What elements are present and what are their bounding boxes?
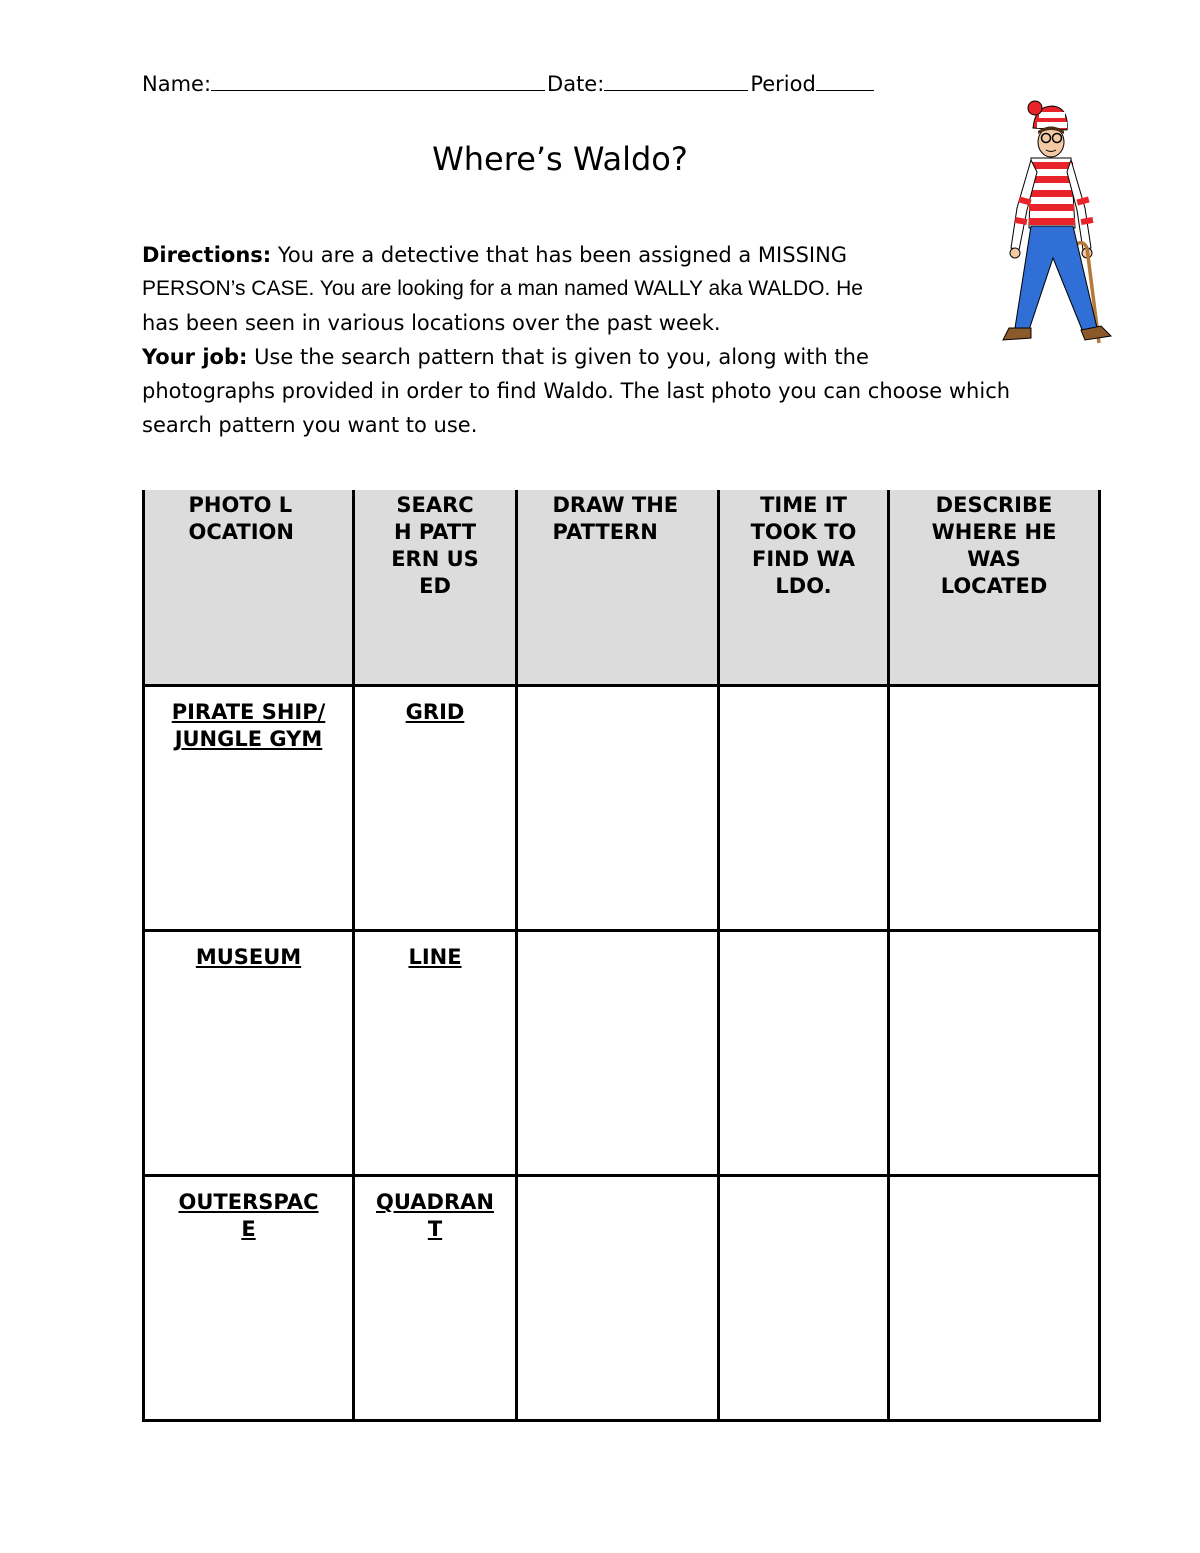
- date-blank[interactable]: [604, 89, 748, 91]
- table-header-row: [144, 490, 1100, 686]
- header-photo-location: PHOTO LOCATION: [144, 490, 354, 686]
- name-label: Name:: [142, 72, 212, 96]
- table-row: [144, 1176, 1100, 1421]
- name-blank[interactable]: [211, 89, 545, 91]
- table-row: [144, 686, 1100, 931]
- directions-line-3: has been seen in various locations over the past week.: [142, 311, 721, 335]
- period-label: Period: [750, 72, 816, 96]
- job-line-3: search pattern you want to use.: [142, 413, 478, 437]
- period-blank[interactable]: [816, 89, 874, 91]
- time-cell[interactable]: [719, 931, 889, 1176]
- location-cell: [144, 931, 354, 1176]
- page-title: Where’s Waldo?: [432, 140, 688, 178]
- directions-label: Directions:: [142, 243, 272, 267]
- time-cell[interactable]: [719, 686, 889, 931]
- time-cell[interactable]: [719, 1176, 889, 1421]
- header-search-pattern: SEARCH PATTERN USED: [354, 490, 517, 686]
- header-describe-location: DESCRIBE WHERE HE WAS LOCATED: [889, 490, 1100, 686]
- describe-cell[interactable]: [889, 931, 1100, 1176]
- directions-line-1: [142, 238, 1102, 272]
- student-info-line: [142, 72, 876, 96]
- draw-cell[interactable]: [517, 686, 719, 931]
- table-row: [144, 931, 1100, 1176]
- directions-block: [142, 238, 1102, 442]
- draw-cell[interactable]: [517, 1176, 719, 1421]
- pattern-text: LINE: [408, 945, 462, 969]
- directions-text-1: You are a detective that has been assigned a MISSING: [271, 243, 848, 267]
- job-line-2: photographs provided in order to find Waldo. The last photo you can choose which: [142, 379, 1011, 403]
- waldo-search-table: [142, 490, 1101, 1422]
- pattern-cell: [354, 931, 517, 1176]
- location-text: MUSEUM: [195, 945, 302, 969]
- header-time-taken: TIME IT TOOK TO FIND WALDO.: [719, 490, 889, 686]
- date-label: Date:: [547, 72, 605, 96]
- draw-cell[interactable]: [517, 931, 719, 1176]
- directions-line-2: PERSON’s CASE. You are looking for a man named WALLY aka WALDO. He: [142, 277, 863, 300]
- describe-cell[interactable]: [889, 686, 1100, 931]
- pattern-text: GRID: [405, 700, 465, 724]
- job-label: Your job:: [142, 345, 248, 369]
- location-text: OUTERSPACE: [178, 1190, 319, 1241]
- pattern-text: QUADRANT: [376, 1190, 494, 1241]
- job-text-1: Use the search pattern that is given to you, along with the: [247, 345, 869, 369]
- pattern-cell: [354, 686, 517, 931]
- location-text: PIRATE SHIP/JUNGLE GYM: [171, 700, 326, 751]
- location-cell: [144, 1176, 354, 1421]
- header-draw-pattern: DRAW THE PATTERN: [517, 490, 719, 686]
- pattern-cell: [354, 1176, 517, 1421]
- describe-cell[interactable]: [889, 1176, 1100, 1421]
- location-cell: [144, 686, 354, 931]
- job-line-1: [142, 340, 1102, 374]
